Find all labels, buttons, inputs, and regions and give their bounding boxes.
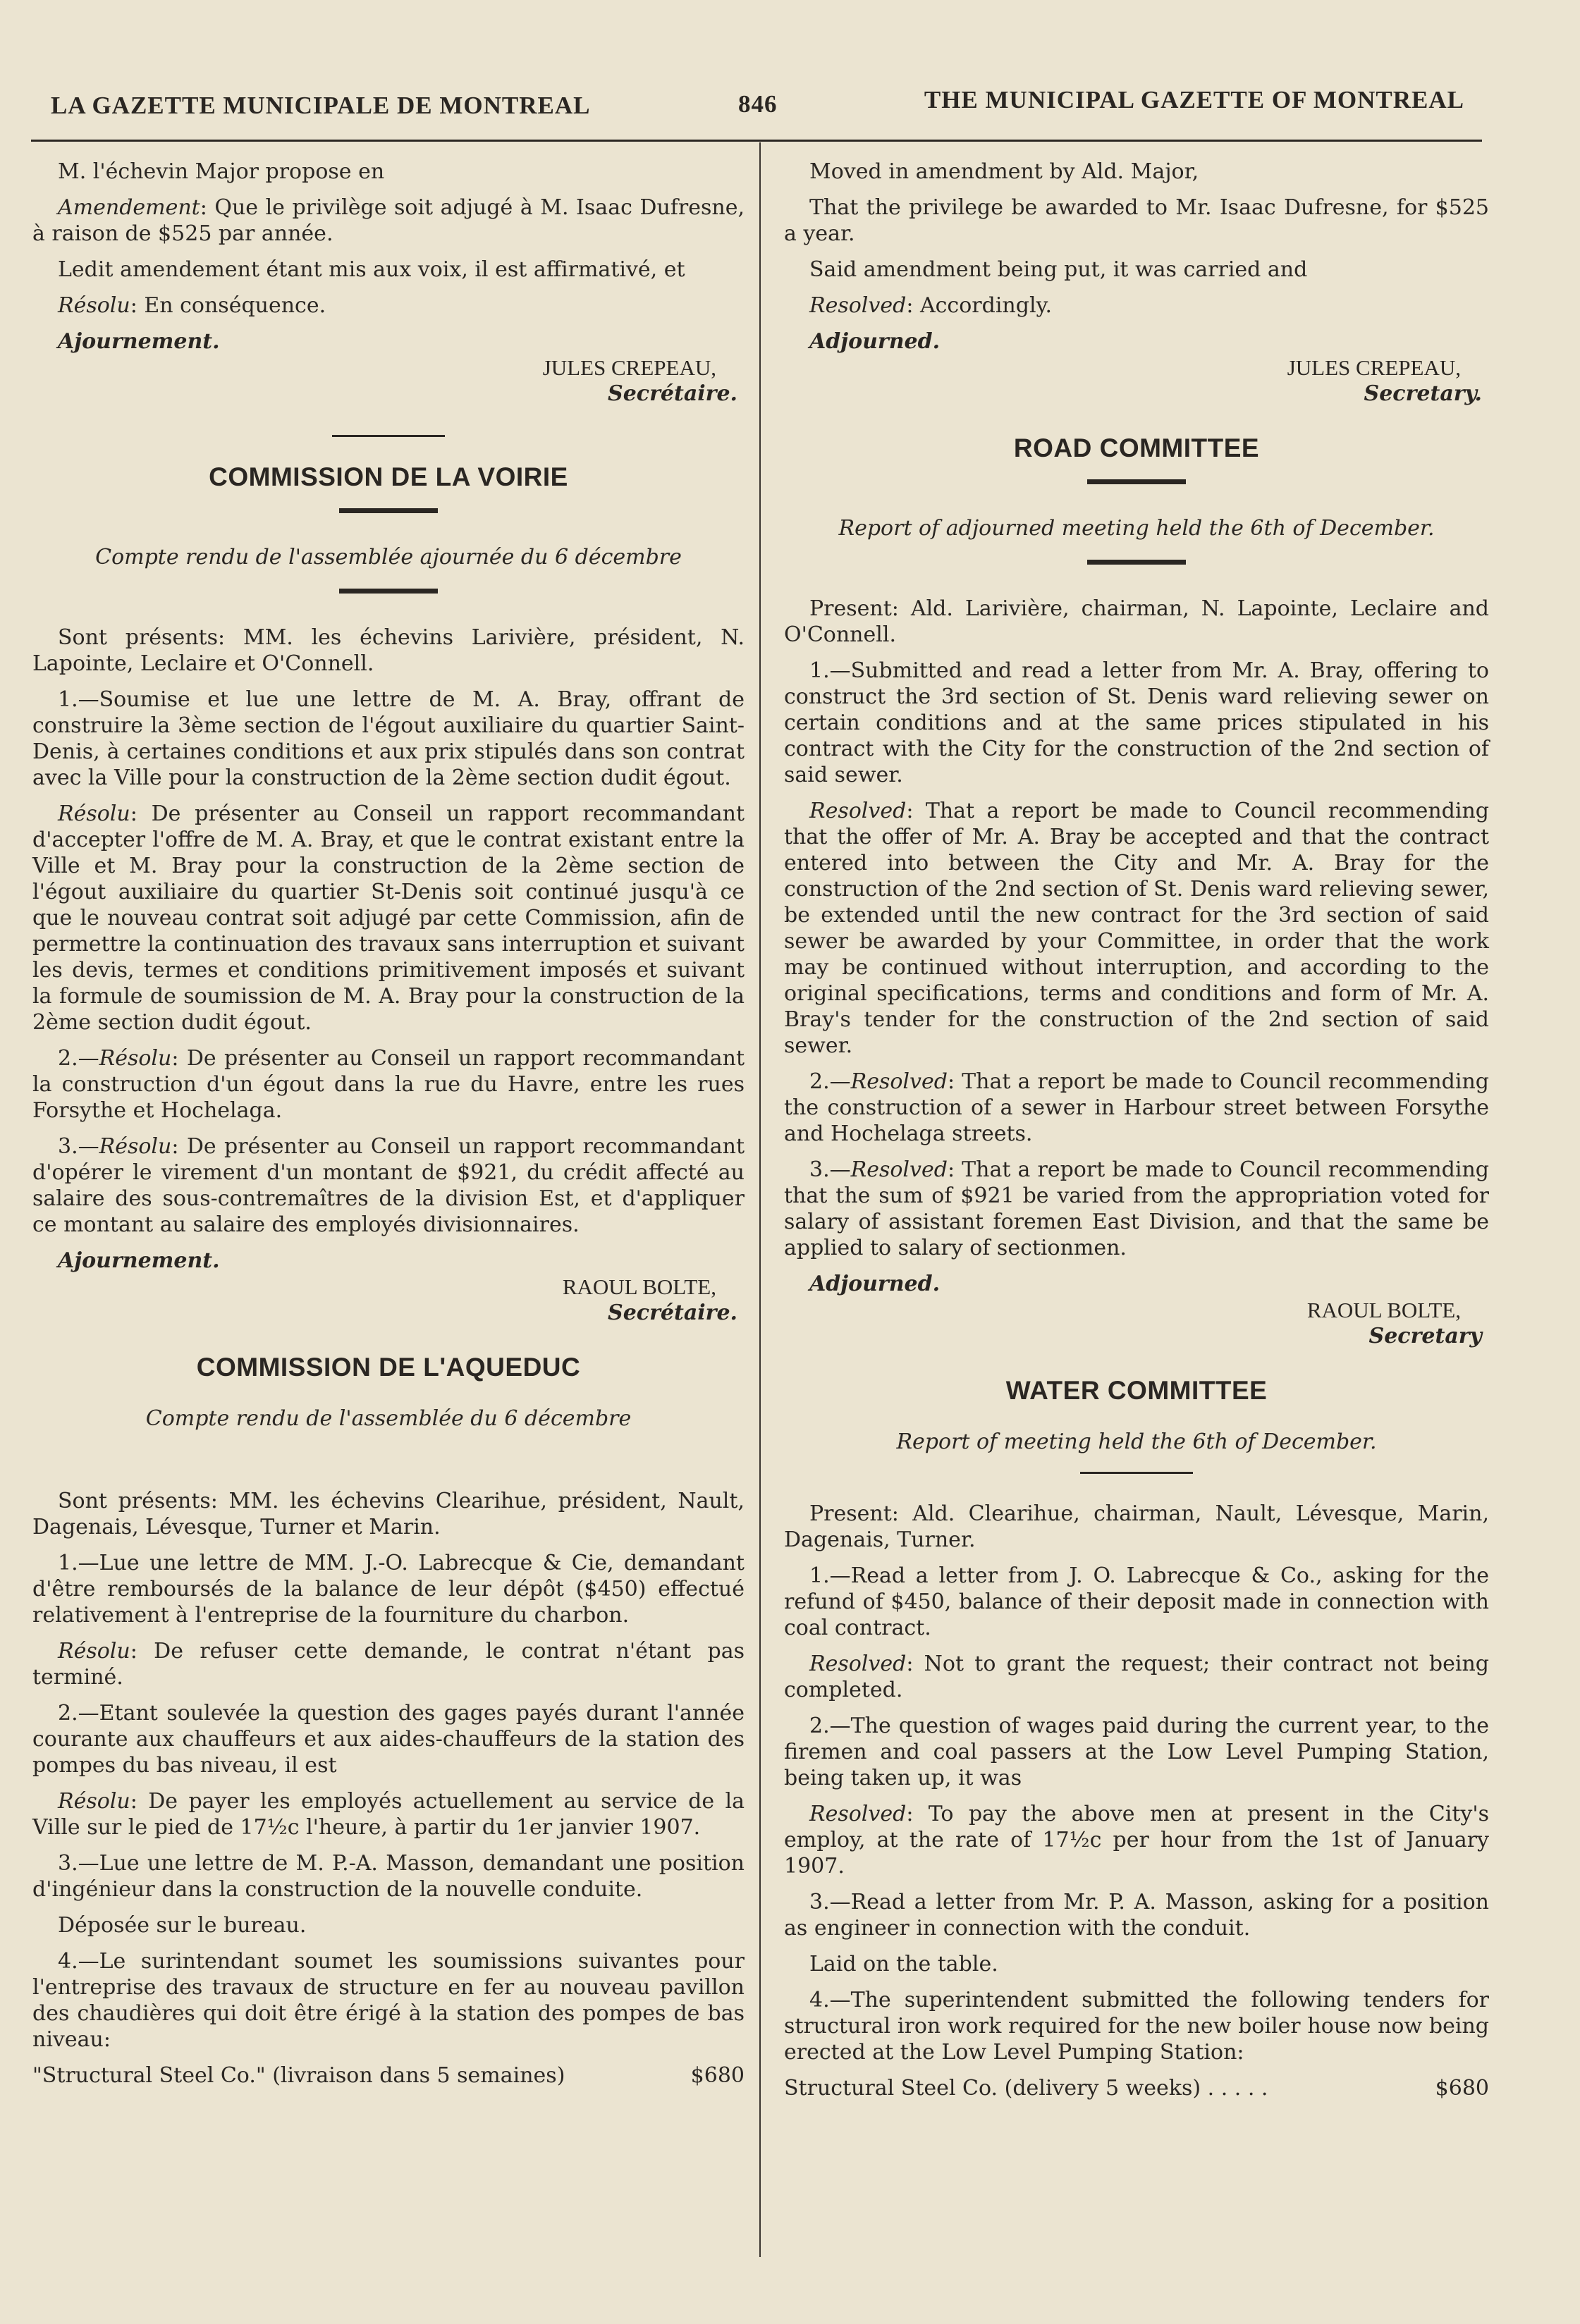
aqueduc-item-2-resolution: Résolu: De payer les employés actuellement au service de la Ville sur le pied de 17½c l'heure, à partir du 1er janvier 1907. xyxy=(32,1789,745,1840)
aqueduc-item-2: 2.—Etant soulevée la question des gages payés durant l'année courante aux chauffeurs et aux aides-chauffeurs de la station des pompes du bas niveau, il est xyxy=(32,1701,745,1778)
water-item-3: 3.—Read a letter from Mr. P. A. Masson, asking for a position as engineer in connection with the conduit. xyxy=(784,1890,1489,1941)
road-heading: ROAD COMMITTEE xyxy=(1013,434,1260,462)
aqueduc-tender-line xyxy=(32,2062,745,2089)
heading-rule xyxy=(339,589,438,594)
header-english-title: THE MUNICIPAL GAZETTE OF MONTREAL xyxy=(924,86,1464,113)
tender-amount: $680 xyxy=(1435,2076,1489,2101)
water-tender-line xyxy=(784,2075,1489,2101)
road-signer: RAOUL BOLTE, xyxy=(1306,1298,1461,1322)
intro-adjourn: Ajournement. xyxy=(58,329,220,354)
water-item-1: 1.—Read a letter from J. O. Labrecque & Co., asking for the refund of $450, balance of their deposit made in connection with coal contract. xyxy=(784,1563,1489,1640)
header-rule xyxy=(31,140,1482,142)
aqueduc-item-3-resolution: Déposée sur le bureau. xyxy=(58,1913,307,1938)
voirie-signer-title: Secrétaire. xyxy=(608,1301,737,1325)
header-french-title: LA GAZETTE MUNICIPALE DE MONTREAL xyxy=(51,92,591,119)
voirie-item-2: 2.—Résolu: De présenter au Conseil un rapport recommandant la construction d'un égout dans la rue du Havre, entre les rues Forsythe et Hochelaga. xyxy=(32,1046,745,1123)
water-item-3-resolution: Laid on the table. xyxy=(809,1952,998,1976)
aqueduc-item-3: 3.—Lue une lettre de M. P.-A. Masson, demandant une position d'ingénieur dans la construction de la nouvelle conduite. xyxy=(32,1851,745,1902)
intro-vote: Said amendment being put, it was carried and xyxy=(809,257,1308,282)
aqueduc-item-1-resolution: Résolu: De refuser cette demande, le contrat n'étant pas terminé. xyxy=(32,1639,745,1690)
page-header xyxy=(51,86,1464,128)
intro-amendment: That the privilege be awarded to Mr. Isaac Dufresne, for $525 a year. xyxy=(784,195,1489,246)
voirie-item-1-resolution: Résolu: De présenter au Conseil un rapport recommandant d'accepter l'offre de M. A. Bray, et que le contrat existant entre la Ville et M. Bray pour la construction de la 2ème section de l'égout auxiliaire du quartier St-Denis soit continué jusqu'à ce que le nouveau contrat soit adjugé par cette Commission, afin de permettre la continuation des travaux sans interruption et suivant les devis, termes et conditions primitivement imposés et suivant la formule de soumission de M. A. Bray pour la construction de la 2ème section dudit égout. xyxy=(32,801,745,1035)
road-adjourn: Adjourned. xyxy=(809,1272,941,1296)
road-subtitle: Report of adjourned meeting held the 6th of December. xyxy=(838,516,1435,541)
road-item-3: 3.—Resolved: That a report be made to Council recommending that the sum of $921 be varied from the appropriation voted for salary of assistant foremen East Division, and that the same be applied to salary of sectionmen. xyxy=(784,1157,1489,1260)
column-divider xyxy=(759,142,761,2257)
intro-resolution: Resolved: Accordingly. xyxy=(809,293,1053,318)
tender-name: Structural Steel Co. (delivery 5 weeks) . . . . . xyxy=(784,2076,1268,2101)
intro-resolution: Résolu: En conséquence. xyxy=(58,293,326,318)
intro-vote: Ledit amendement étant mis aux voix, il est affirmativé, et xyxy=(58,257,685,282)
voirie-adjourn: Ajournement. xyxy=(58,1248,220,1273)
voirie-item-1: 1.—Soumise et lue une lettre de M. A. Bray, offrant de construire la 3ème section de l'égout auxiliaire du quartier Saint-Denis, à certaines conditions et aux prix stipulés dans son contrat avec la Ville pour la construction de la 2ème section dudit égout. xyxy=(32,687,745,790)
intro-signer-title: Secrétaire. xyxy=(608,381,737,406)
intro-adjourn: Adjourned. xyxy=(809,329,941,354)
section-rule xyxy=(332,435,445,437)
intro-motion: M. l'échevin Major propose en xyxy=(58,159,385,184)
road-present: Present: Ald. Larivière, chairman, N. Lapointe, Leclaire and O'Connell. xyxy=(784,596,1489,647)
voirie-present: Sont présents: MM. les échevins Larivière, président, N. Lapointe, Leclaire et O'Connell. xyxy=(32,625,745,676)
voirie-heading: COMMISSION DE LA VOIRIE xyxy=(209,462,568,491)
water-item-2-resolution: Resolved: To pay the above men at present in the City's employ, at the rate of 17½c per hour from the 1st of January 1907. xyxy=(784,1802,1489,1879)
voirie-signer: RAOUL BOLTE, xyxy=(562,1274,716,1299)
road-signer-title: Secretary xyxy=(1368,1324,1482,1348)
water-item-4: 4.—The superintendent submitted the following tenders for structural iron work required for the new boiler house now being erected at the Low Level Pumping Station: xyxy=(784,1988,1489,2065)
french-column xyxy=(32,159,745,2098)
voirie-item-3: 3.—Résolu: De présenter au Conseil un rapport recommandant d'opérer le virement d'un montant de $921, du crédit affecté au salaire des sous-contremaîtres de la division Est, et d'appliquer ce montant au salaire des employés divisionnaires. xyxy=(32,1134,745,1237)
water-present: Present: Ald. Clearihue, chairman, Nault, Lévesque, Marin, Dagenais, Turner. xyxy=(784,1501,1489,1552)
aqueduc-subtitle: Compte rendu de l'assemblée du 6 décembre xyxy=(145,1406,632,1431)
road-item-2: 2.—Resolved: That a report be made to Council recommending the construction of a sewer in Harbour street between Forsythe and Hochelaga streets. xyxy=(784,1069,1489,1146)
water-item-2: 2.—The question of wages paid during the current year, to the firemen and coal passers at the Low Level Pumping Station, being taken up, it was xyxy=(784,1714,1489,1790)
intro-signer-title: Secretary. xyxy=(1364,381,1482,406)
intro-motion: Moved in amendment by Ald. Major, xyxy=(809,159,1199,184)
voirie-subtitle: Compte rendu de l'assemblée ajournée du 6 décembre xyxy=(95,545,682,570)
heading-rule xyxy=(1087,479,1186,484)
heading-rule xyxy=(1080,1472,1193,1474)
heading-rule xyxy=(339,508,438,513)
aqueduc-item-1: 1.—Lue une lettre de MM. J.-O. Labrecque & Cie, demandant d'être remboursés de la balance de leur dépôt ($450) effectué relativement à l'entreprise de la fourniture du charbon. xyxy=(32,1551,745,1628)
intro-signer: JULES CREPEAU, xyxy=(542,355,716,380)
intro-amendment: Amendement: Que le privilège soit adjugé à M. Isaac Dufresne, à raison de $525 par année. xyxy=(32,195,745,246)
tender-amount: $680 xyxy=(690,2063,745,2088)
page-number: 846 xyxy=(738,90,778,118)
intro-signer: JULES CREPEAU, xyxy=(1287,355,1461,380)
water-item-1-resolution: Resolved: Not to grant the request; their contract not being completed. xyxy=(784,1652,1489,1702)
aqueduc-item-4: 4.—Le surintendant soumet les soumissions suivantes pour l'entreprise des travaux de structure en fer au nouveau pavillon des chaudières qui doit être érigé à la station des pompes de bas niveau: xyxy=(32,1949,745,2052)
english-column xyxy=(784,159,1489,2111)
tender-name: "Structural Steel Co." (livraison dans 5 semaines) xyxy=(32,2063,565,2088)
road-item-1-resolution: Resolved: That a report be made to Council recommending that the offer of Mr. A. Bray be accepted and that the contract entered into between the City and Mr. A. Bray for the construction of the 2nd section of St. Denis ward relieving sewer, be extended until the new contract for the 3rd section of said sewer be awarded by your Committee, in order that the work may be continued without interruption, and according to the original specifications, terms and conditions and form of Mr. A. Bray's tender for the construction of the 2nd section of said sewer. xyxy=(784,799,1489,1058)
water-subtitle: Report of meeting held the 6th of December. xyxy=(896,1430,1377,1454)
heading-rule xyxy=(1087,560,1186,565)
aqueduc-present: Sont présents: MM. les échevins Clearihue, président, Nault, Dagenais, Lévesque, Turner et Marin. xyxy=(32,1489,745,1539)
aqueduc-heading: COMMISSION DE L'AQUEDUC xyxy=(196,1353,581,1382)
water-heading: WATER COMMITTEE xyxy=(1005,1376,1268,1405)
road-item-1: 1.—Submitted and read a letter from Mr. A. Bray, offering to construct the 3rd section of St. Denis ward relieving sewer on certain conditions and at the same prices stipulated in his contract with the City for the construction of the 2nd section of said sewer. xyxy=(784,658,1489,787)
